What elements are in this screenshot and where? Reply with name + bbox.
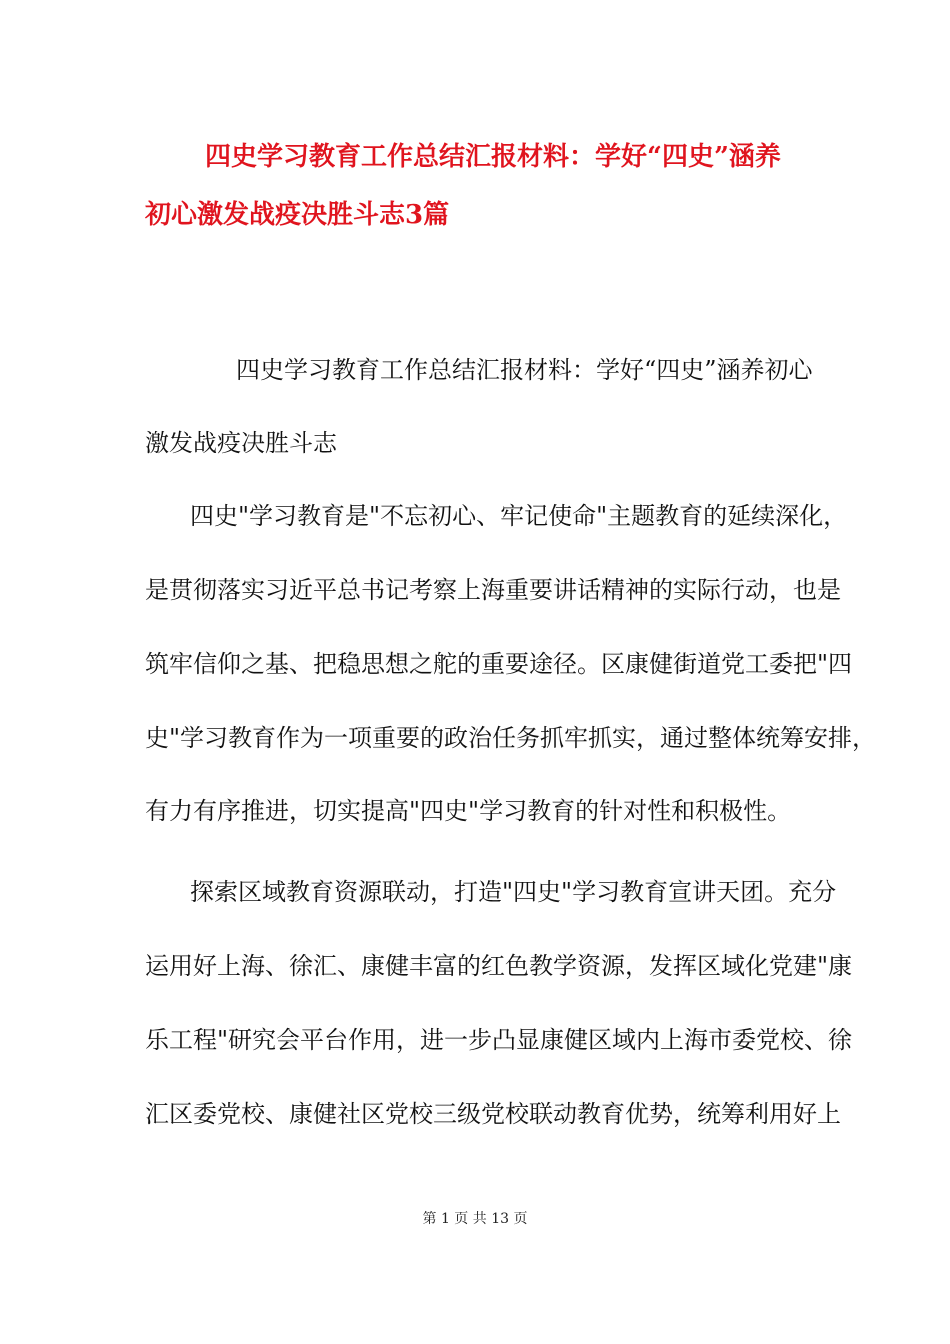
paragraph-line: 筑牢信仰之基、把稳思想之舵的重要途径。区康健街道党工委把"四	[145, 650, 853, 678]
paragraph-line: 运用好上海、徐汇、康健丰富的红色教学资源，发挥区域化党建"康	[145, 952, 853, 980]
paragraph-line: 探索区域教育资源联动，打造"四史"学习教育宣讲天团。充分	[190, 878, 837, 906]
paragraph-line: 是贯彻落实习近平总书记考察上海重要讲话精神的实际行动，也是	[145, 576, 841, 604]
document-title-line-1: 四史学习教育工作总结汇报材料：学好“四史”涵养	[205, 142, 781, 172]
page-footer: 第 1 页 共 13 页	[422, 1211, 528, 1227]
document-title-line-2: 初心激发战疫决胜斗志3篇	[145, 200, 450, 230]
subtitle-line-1: 四史学习教育工作总结汇报材料：学好“四史”涵养初心	[236, 356, 813, 384]
subtitle-line-2: 激发战疫决胜斗志	[145, 429, 337, 457]
paragraph-line: 乐工程"研究会平台作用，进一步凸显康健区域内上海市委党校、徐	[145, 1026, 853, 1054]
paragraph-line: 四史"学习教育是"不忘初心、牢记使命"主题教育的延续深化，	[190, 502, 848, 530]
paragraph-line: 史"学习教育作为一项重要的政治任务抓牢抓实，通过整体统筹安排，	[145, 724, 877, 752]
paragraph-line: 汇区委党校、康健社区党校三级党校联动教育优势，统筹利用好上	[145, 1100, 841, 1128]
paragraph-line: 有力有序推进，切实提高"四史"学习教育的针对性和积极性。	[145, 797, 792, 825]
